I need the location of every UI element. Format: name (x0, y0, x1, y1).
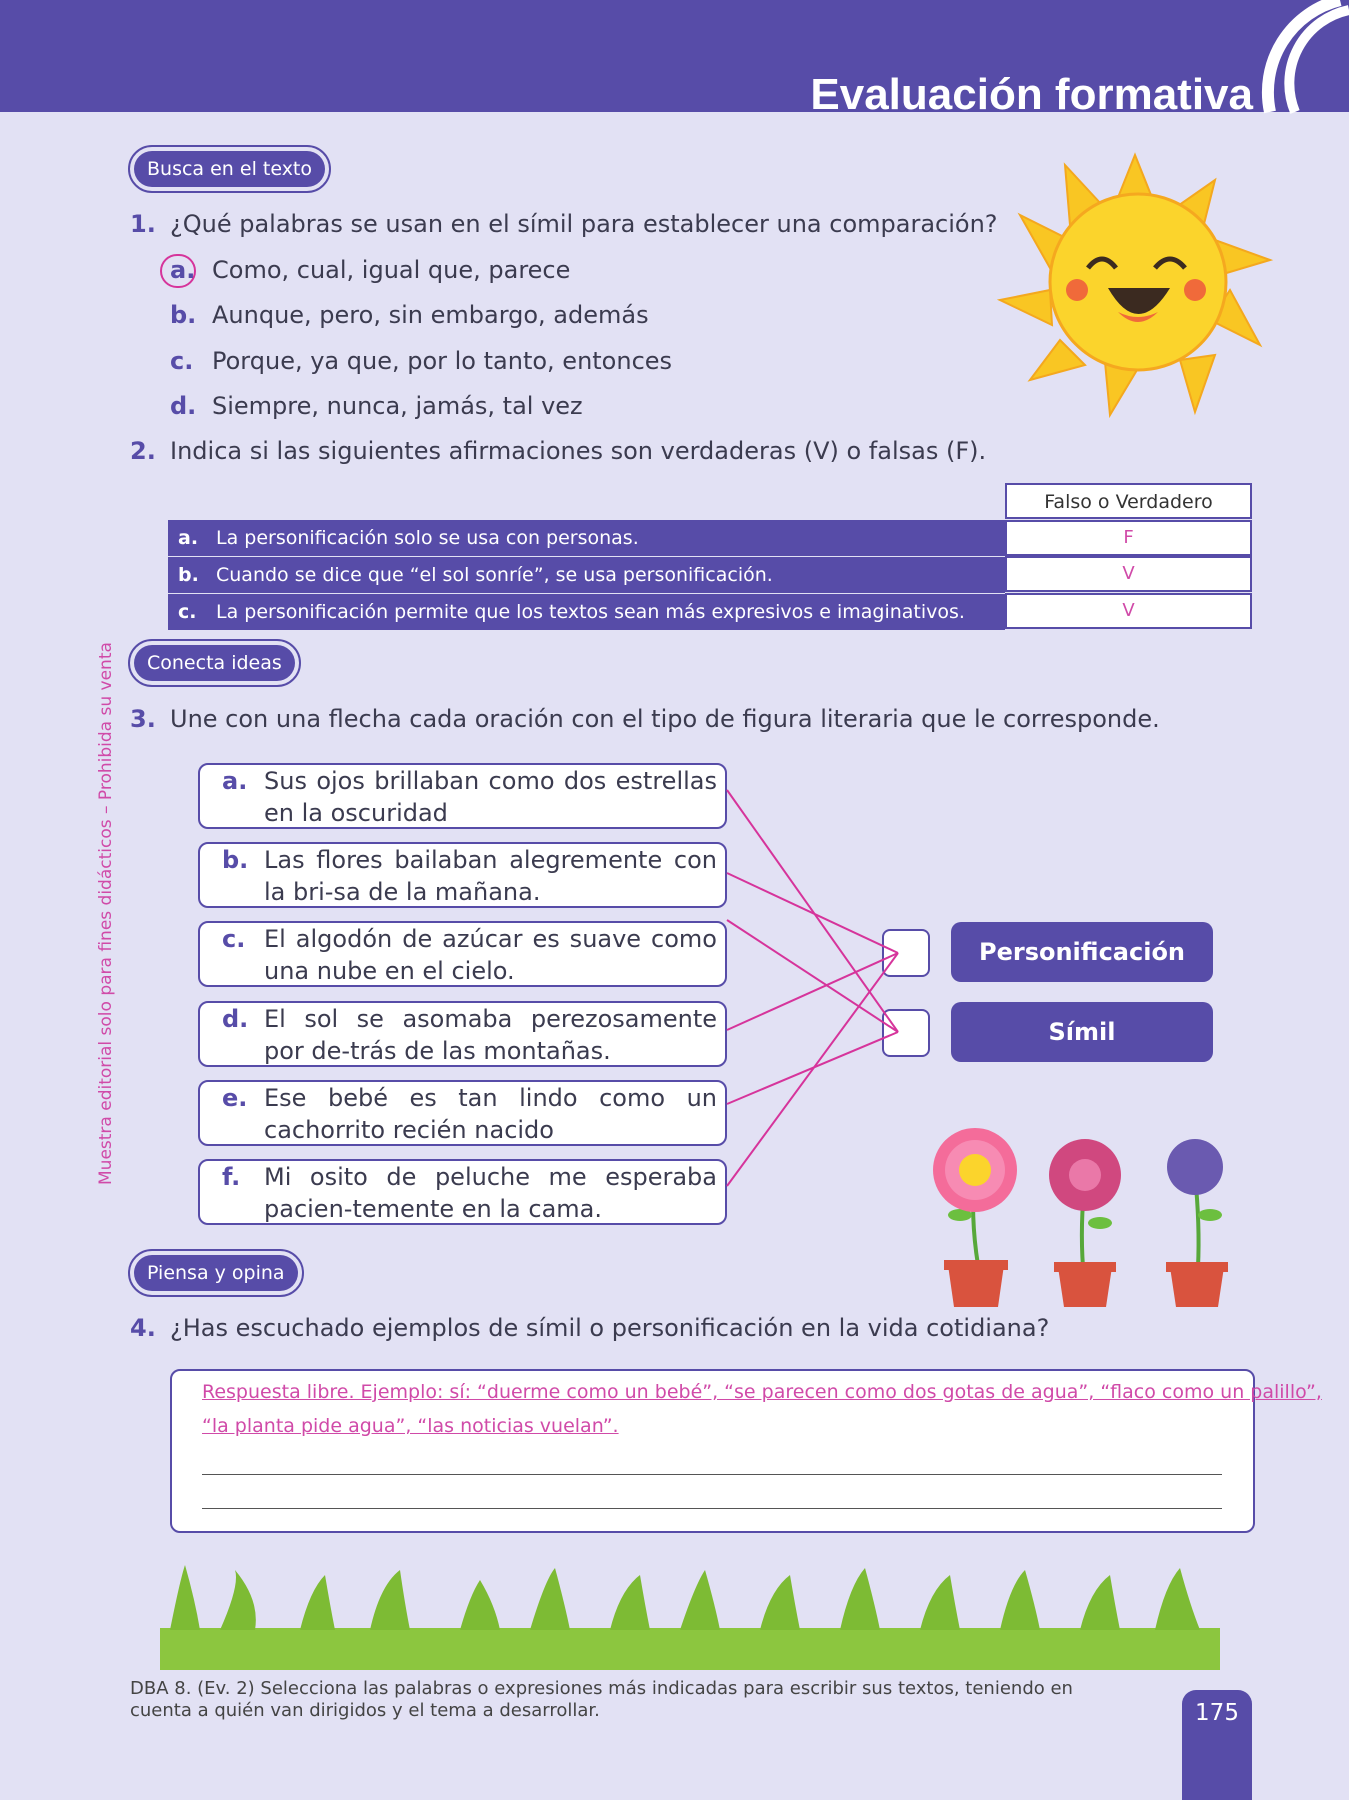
section-think-pill (128, 1249, 304, 1297)
answer-line-3[interactable] (202, 1441, 1222, 1475)
question-3-number: 3. (130, 705, 156, 733)
page-title: Evaluación formativa (810, 70, 1253, 119)
sentence-e-letter: e. (222, 1084, 248, 1112)
answer-text-line-1: Respuesta libre. Ejemplo: sí: “duerme como un bebé”, “se parecen como dos gotas de agua”, “flaco como un palillo”, (202, 1381, 1322, 1403)
question-4-text: ¿Has escuchado ejemplos de símil o personificación en la vida cotidiana? (170, 1314, 1050, 1342)
connection-line-f (727, 953, 898, 1186)
tf-row-c-text: La personificación permite que los textos sean más expresivos e imaginativos. (216, 601, 965, 623)
grass-decoration (160, 1560, 1220, 1670)
sentence-b-text: Las flores bailaban alegremente con la bri-sa de la mañana. (264, 846, 717, 906)
option-b-text: Aunque, pero, sin embargo, además (212, 301, 649, 329)
tf-row-b-text: Cuando se dice que “el sol sonríe”, se usa personificación. (216, 564, 773, 586)
question-2-number: 2. (130, 437, 156, 465)
question-1-number: 1. (130, 210, 156, 238)
question-3-text: Une con una flecha cada oración con el tipo de figura literaria que le corresponde. (170, 705, 1160, 733)
flowers-illustration (900, 1095, 1260, 1315)
tf-row-c-letter: c. (178, 601, 197, 623)
sentence-b-letter: b. (222, 846, 249, 874)
sentence-f-text: Mi osito de peluche me esperaba pacien-temente en la cama. (264, 1163, 717, 1223)
option-d-letter: d. (170, 392, 197, 420)
answer-box[interactable] (170, 1369, 1322, 1533)
option-a-letter: a. (170, 256, 196, 284)
section-connect-label: Conecta ideas (134, 645, 295, 681)
tf-answer-c[interactable]: V (1005, 593, 1252, 629)
tf-row-a-letter: a. (178, 527, 199, 549)
tf-answer-a[interactable]: F (1005, 520, 1252, 556)
answer-text-line-2: “la planta pide agua”, “las noticias vuelan”. (202, 1415, 619, 1437)
question-1-text: ¿Qué palabras se usan en el símil para establecer una comparación? (170, 210, 998, 238)
option-c-text: Porque, ya que, por lo tanto, entonces (212, 347, 673, 375)
question-4 (130, 1314, 1049, 1342)
footer-dba-text: DBA 8. (Ev. 2) Selecciona las palabras o expresiones más indicadas para escribir sus textos, teniendo en cuenta a quién van dirigidos y el tema a desarrollar. (130, 1678, 1073, 1721)
connection-line-d (727, 953, 898, 1030)
tf-row-a-text: La personificación solo se usa con personas. (216, 527, 639, 549)
label-simil: Símil (951, 1002, 1213, 1062)
tf-row-b-letter: b. (178, 564, 199, 586)
sentence-d-text: El sol se asomaba perezosamente por de-trás de las montañas. (264, 1005, 717, 1065)
connection-line-c (727, 920, 898, 1032)
tf-answer-b[interactable]: V (1005, 556, 1252, 592)
sentence-e-text: Ese bebé es tan lindo como un cachorrito recién nacido (264, 1084, 717, 1144)
option-b-letter: b. (170, 301, 197, 329)
sentence-c-letter: c. (222, 925, 246, 953)
section-search-label: Busca en el texto (134, 151, 325, 187)
page-number: 175 (1195, 1700, 1239, 1726)
question-2-text: Indica si las siguientes afirmaciones son verdaderas (V) o falsas (F). (170, 437, 987, 465)
section-think-label: Piensa y opina (134, 1255, 298, 1291)
option-d-text: Siempre, nunca, jamás, tal vez (212, 392, 583, 420)
sentence-f-letter: f. (222, 1163, 241, 1191)
page-number-tab (1182, 1690, 1252, 1800)
sentence-c-text: El algodón de azúcar es suave como una nube en el cielo. (264, 925, 717, 985)
sentence-a-text: Sus ojos brillaban como dos estrellas en la oscuridad (264, 767, 717, 827)
option-a-text: Como, cual, igual que, parece (212, 256, 571, 284)
option-c-letter: c. (170, 347, 194, 375)
connection-line-a (727, 790, 898, 1032)
connection-line-b (727, 873, 898, 953)
label-personificacion: Personificación (951, 922, 1213, 982)
answer-line-4[interactable] (202, 1475, 1222, 1509)
sentence-a-letter: a. (222, 767, 248, 795)
tf-column-header: Falso o Verdadero (1005, 483, 1252, 519)
sentence-d-letter: d. (222, 1005, 249, 1033)
side-note: Muestra editorial solo para fines didácticos – Prohibida su venta (96, 642, 116, 1185)
question-4-number: 4. (130, 1314, 156, 1342)
